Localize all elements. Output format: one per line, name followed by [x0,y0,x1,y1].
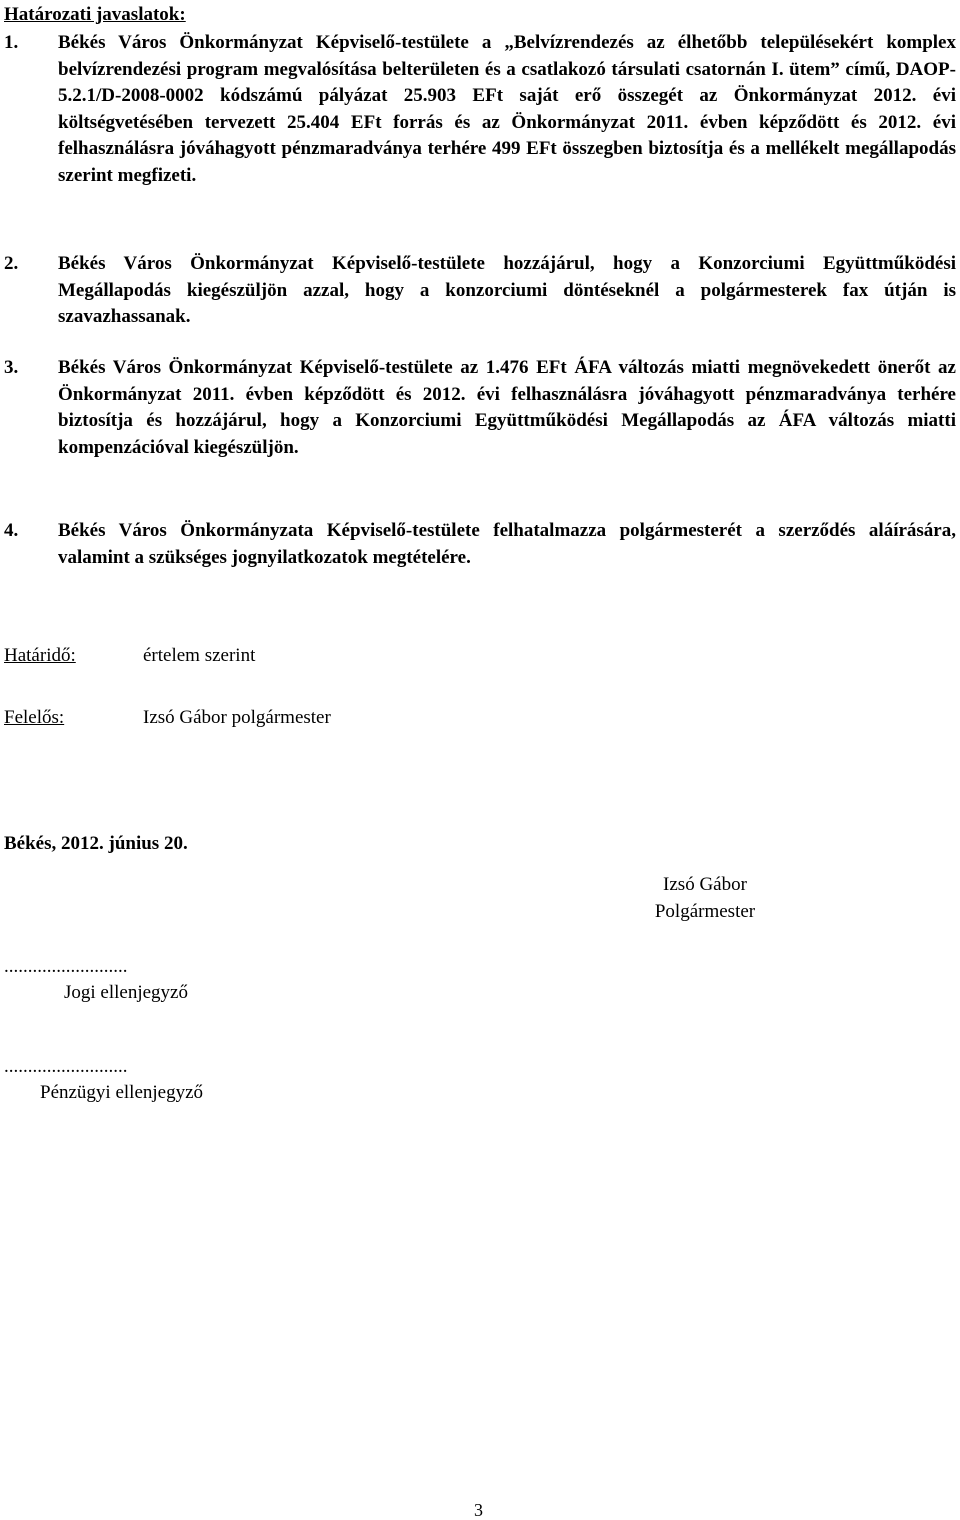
section-heading: Határozati javaslatok: [4,4,186,25]
item-text: Békés Város Önkormányzat Képviselő-testülete hozzájárul, hogy a Konzorciumi Együttműködési Megállapodás kiegészüljön azzal, hogy a konzorciumi döntéseknél a polgármesterek fax útján is szavazhassanak. [58,253,956,328]
page-number: 3 [474,1500,483,1520]
resolution-item-2 [4,251,956,331]
signature-block [605,871,805,925]
financial-countersign [4,1054,203,1106]
item-text: Békés Város Önkormányzata Képviselő-testülete felhatalmazza polgármesterét a szerződés aláírására, valamint a szükséges jognyilatkozatok megtételére. [58,520,956,568]
financial-title: Pénzügyi ellenjegyző [40,1082,204,1103]
responsible-label: Felelős: [4,707,65,728]
resolution-item-1 [4,30,956,190]
item-number: 1. [4,32,19,53]
date-place: Békés, 2012. június 20. [4,833,188,854]
deadline-row [4,643,256,669]
legal-title: Jogi ellenjegyző [64,982,188,1003]
financial-dots: .......................... [4,1056,128,1077]
responsible-row [4,705,331,731]
item-number: 2. [4,253,19,274]
deadline-label: Határidő: [4,645,76,666]
item-number: 4. [4,520,19,541]
deadline-value: értelem szerint [143,645,256,666]
legal-countersign [4,954,188,1006]
signer-name: Izsó Gábor [663,874,747,895]
item-text: Békés Város Önkormányzat Képviselő-testülete az 1.476 EFt ÁFA változás miatti megnövekedett önerőt az Önkormányzat 2011. évben képződött és 2012. évi felhasználásra jóváhagyott pénzmaradványa terhére biztosítja és hozzájárul, hogy a Konzorciumi Együttműködési Megállapodás az ÁFA változás miatti kompenzációval kiegészüljön. [58,357,956,458]
resolution-item-4 [4,518,956,571]
legal-dots: .......................... [4,956,128,977]
resolution-item-3 [4,355,956,461]
signer-title: Polgármester [654,901,756,922]
item-number: 3. [4,357,19,378]
item-text: Békés Város Önkormányzat Képviselő-testülete a „Belvízrendezés az élhetőbb településekért komplex belvízrendezési program megvalósítása belterületen és a csatlakozó társulati csatornán I. ütem” című, DAOP-5.2.1/D-2008-0002 kódszámú pályázat 25.903 EFt saját erő összegét az Önkormányzat 2012. évi költségvetésében tervezett 25.404 EFt forrás és az Önkormányzat 2011. évben képződött és 2012. évi felhasználásra jóváhagyott pénzmaradványa terhére 499 EFt összegben biztosítja és a mellékelt megállapodás szerint megfizeti. [58,32,956,186]
responsible-value: Izsó Gábor polgármester [143,707,331,728]
